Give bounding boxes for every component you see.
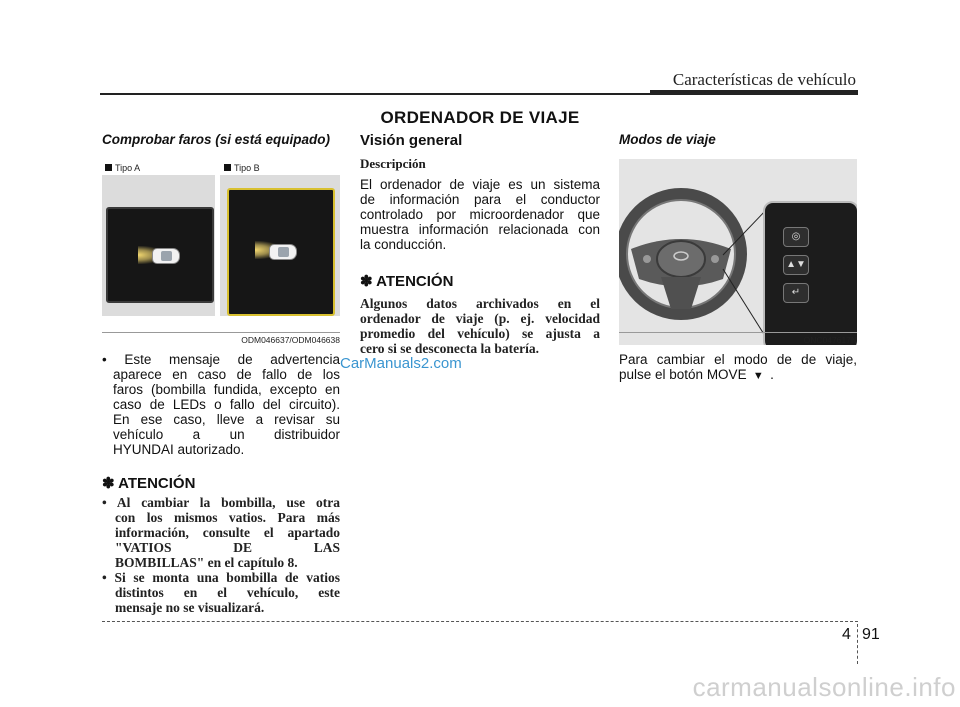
column-right [619, 132, 857, 147]
site-watermark: CarManuals2.com [340, 355, 462, 372]
header-bar [650, 90, 858, 95]
warning-display-type-a [106, 207, 214, 303]
text-line-suffix: . [770, 367, 774, 382]
overview-heading: Visión general [360, 132, 463, 149]
text-line: ordenador de viaje (p. ej. velocidad [360, 311, 600, 326]
figure-caption-line [102, 332, 340, 333]
headlamp-figure [102, 159, 340, 345]
move-button: ▲▼ [783, 255, 809, 275]
text-line: de información para el conductor [360, 192, 600, 207]
headlamp-check-subtitle: Comprobar faros (si está equipado) [102, 132, 331, 147]
car-icon [152, 248, 180, 264]
text-line: cero si se desconecta la batería. [360, 341, 539, 356]
text-line: aparece en caso de fallo de los [113, 367, 340, 382]
section-title: ORDENADOR DE VIAJE [380, 108, 580, 127]
text-line: información, consulte el apartado [115, 525, 340, 540]
text-line: • Este mensaje de advertencia [102, 352, 340, 367]
column-middle [360, 132, 600, 356]
figure-label-type-a: Tipo A [105, 163, 140, 173]
text-line: El ordenador de viaje es un sistema [360, 177, 600, 192]
text-line: • Si se monta una bombilla de vatios [102, 570, 340, 585]
description-subheading: Descripción [360, 156, 426, 171]
text-line: "VATIOS DE LAS [115, 540, 340, 555]
text-line: la conducción. [360, 237, 447, 252]
text-line: muestra información relacionada con [360, 222, 600, 237]
column-left [102, 132, 340, 147]
attention-text-left [102, 495, 340, 615]
text-line: BOMBILLAS" en el capítulo 8. [115, 555, 298, 570]
text-line: promedio del vehículo) se ajusta a [360, 326, 600, 341]
text-line: Para cambiar el modo de de viaje, [619, 352, 857, 367]
figure-label-type-b: Tipo B [224, 163, 260, 173]
page-number-separator [857, 624, 858, 664]
steering-buttons-inset [763, 201, 857, 345]
mode-button: ◎ [783, 227, 809, 247]
trip-modes-text [619, 352, 857, 384]
header-title: Características de vehículo [672, 70, 856, 89]
text-line: • Al cambiar la bombilla, use otra [102, 495, 340, 510]
text-line: vehículo a un distribuidor [113, 427, 340, 442]
car-icon [269, 244, 297, 260]
chapter-number: 4 [842, 626, 851, 643]
figure-caption-line [619, 332, 857, 333]
page-number: 91 [862, 626, 880, 643]
header-rule [100, 93, 650, 95]
text-line-prefix: pulse el botón MOVE [619, 367, 747, 382]
trip-modes-subtitle: Modos de viaje [619, 132, 716, 147]
figure-code: ONC047617N [803, 335, 857, 345]
steering-wheel-figure [619, 159, 857, 345]
text-line: En ese caso, lleve a revisar su [113, 412, 340, 427]
figure-code: ODM046637/ODM046638 [241, 335, 340, 345]
text-line: Algunos datos archivados en el [360, 296, 600, 311]
footer-rule [102, 621, 858, 622]
text-line: controlado por microordenador que [360, 207, 600, 222]
headlamp-warning-text [102, 352, 340, 457]
text-line: mensaje no se visualizará. [115, 600, 265, 615]
attention-heading-left: ✽ ATENCIÓN [102, 475, 196, 492]
text-line: caso de LEDs o fallo del circuito). [113, 397, 340, 412]
text-line: HYUNDAI autorizado. [113, 442, 245, 457]
warning-display-type-b [227, 188, 335, 316]
text-line: faros (bombilla fundida, excepto en [113, 382, 340, 397]
text-line: distintos en el vehículo, este [115, 585, 340, 600]
attention-heading-middle: ✽ ATENCIÓN [360, 273, 454, 290]
select-button: ↵ [783, 283, 809, 303]
attention-text-middle [360, 296, 600, 356]
text-line [619, 367, 857, 384]
text-line: con los mismos vatios. Para más [115, 510, 340, 525]
bottom-watermark: carmanualsonline.info [692, 672, 956, 702]
move-down-icon: ▼ [752, 370, 764, 382]
description-text [360, 177, 600, 252]
